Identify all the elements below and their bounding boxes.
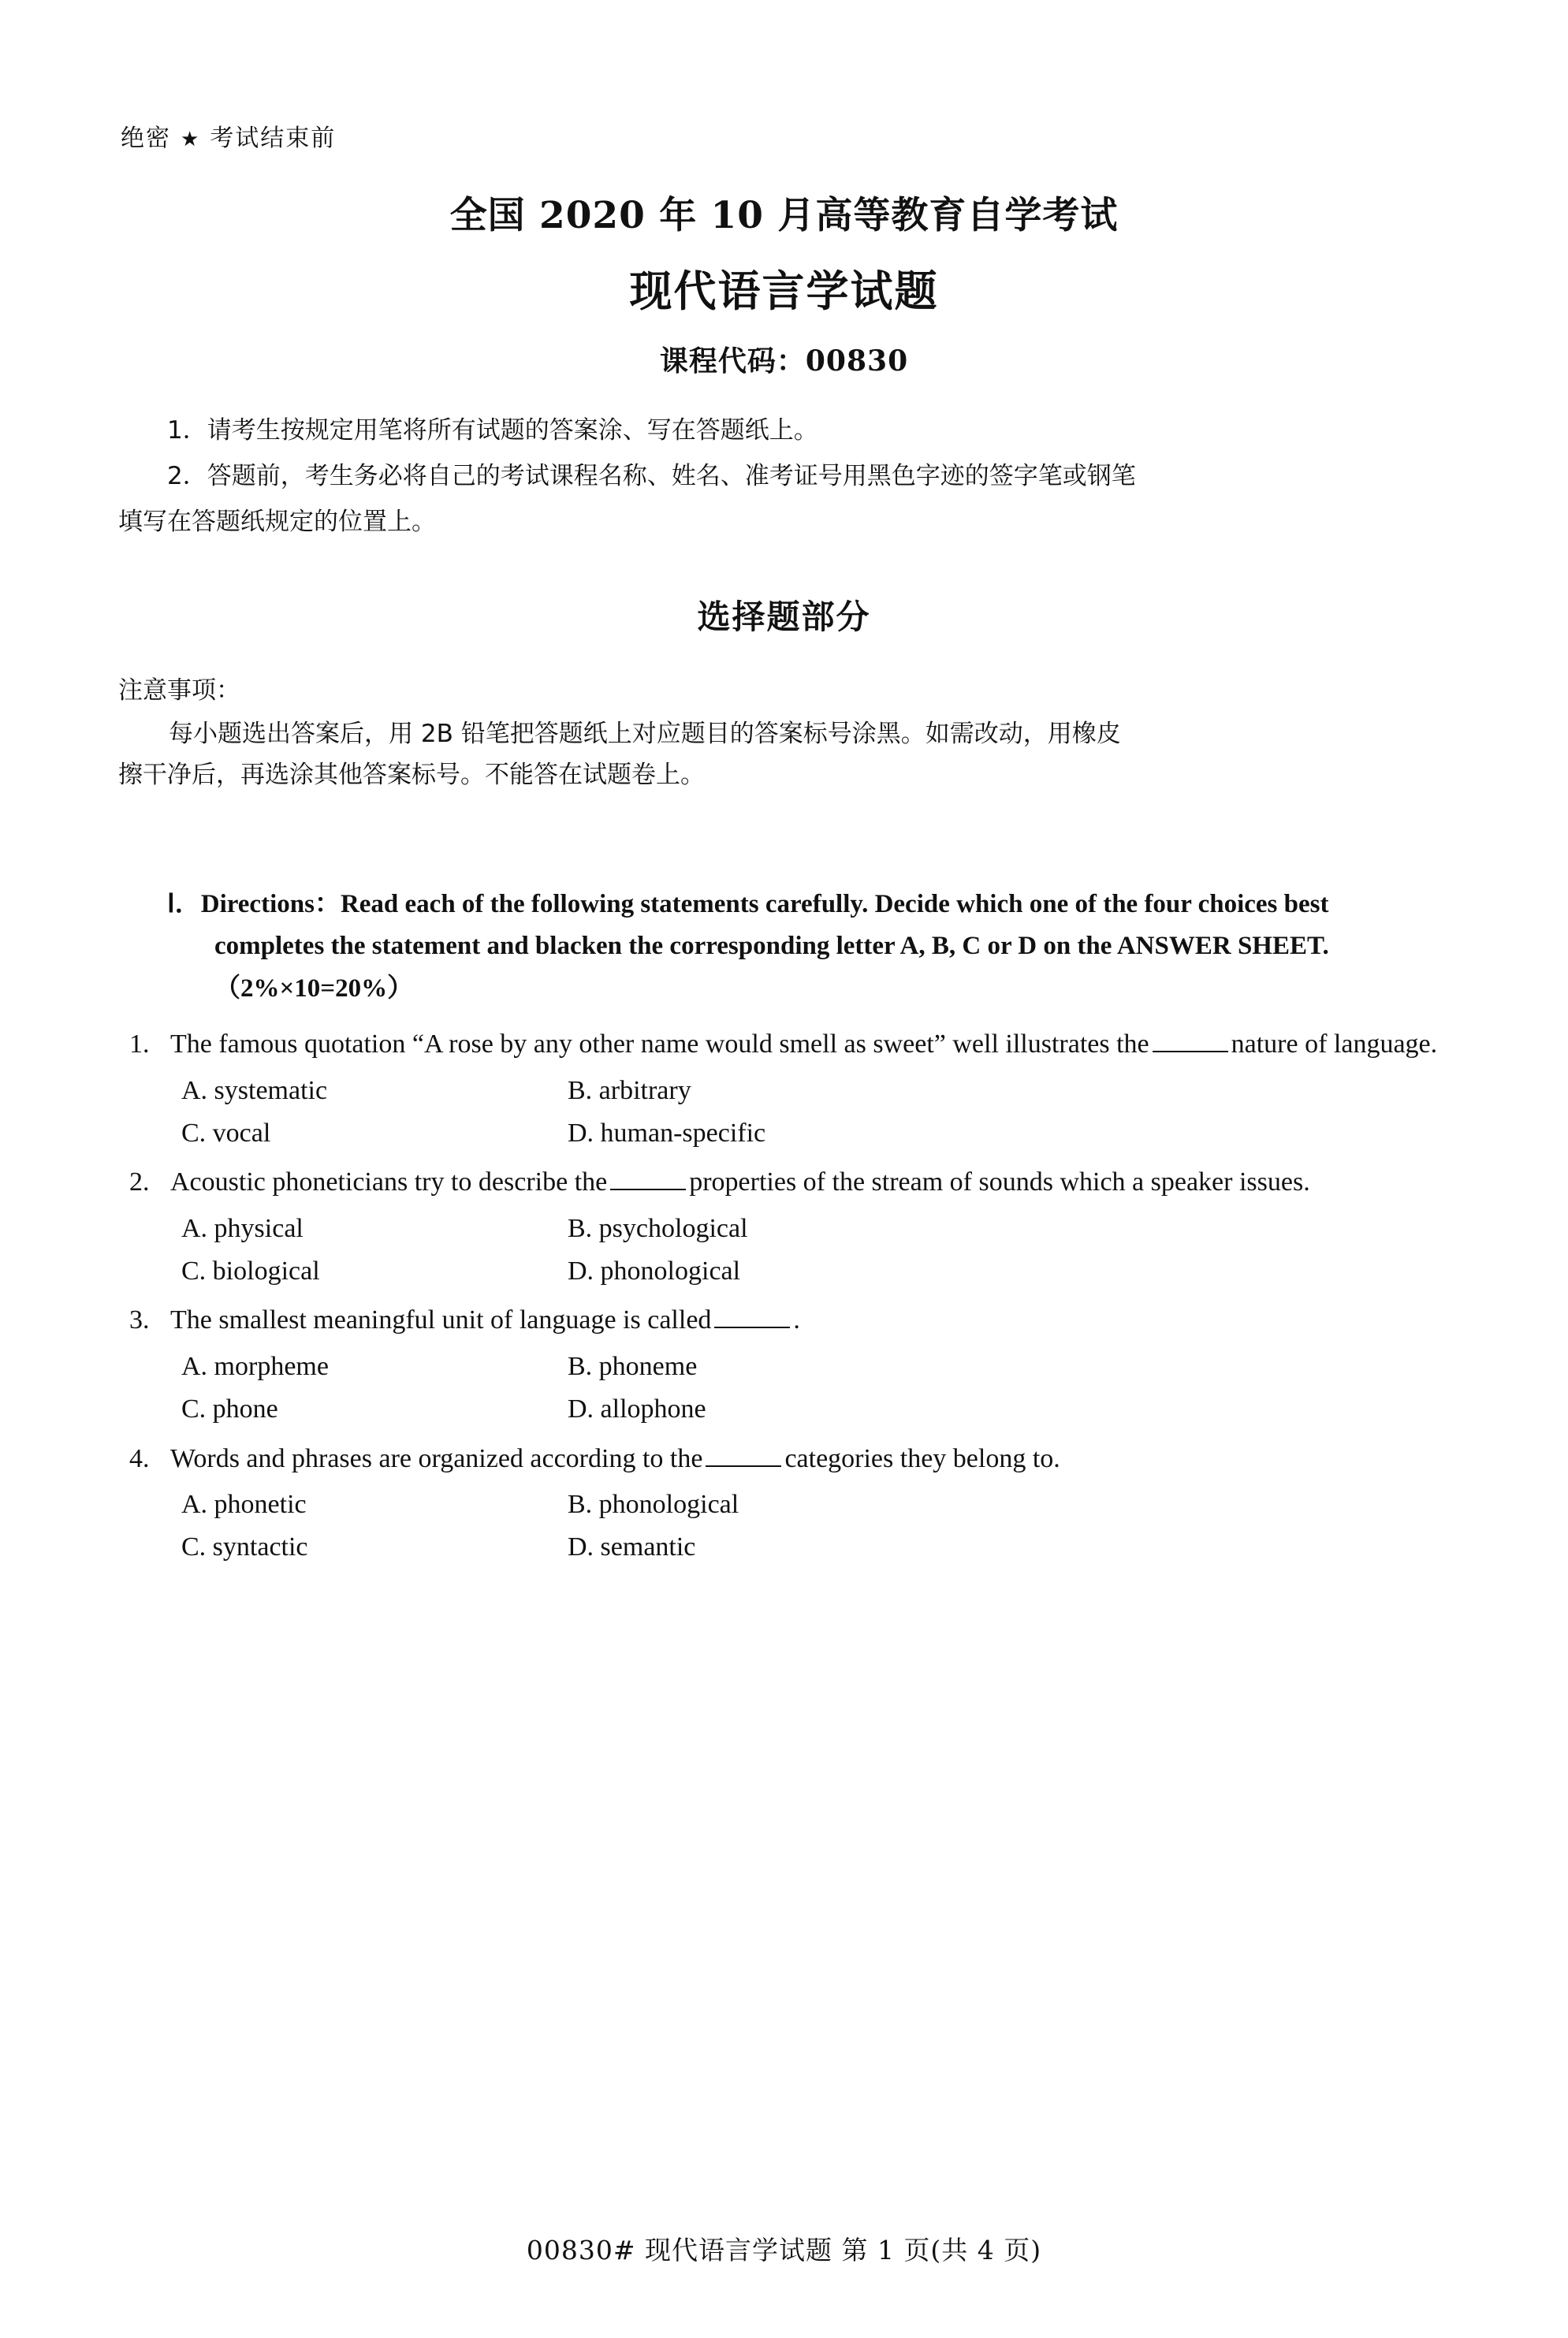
choice-b[interactable]: B. phoneme bbox=[568, 1352, 698, 1382]
question-item bbox=[118, 1300, 1450, 1430]
choice-c[interactable]: C. vocal bbox=[181, 1118, 271, 1148]
notes-label: 注意事项： bbox=[118, 676, 240, 705]
choice-a[interactable]: A. morpheme bbox=[181, 1352, 329, 1382]
directions-label: Directions： bbox=[200, 889, 341, 918]
answer-blank bbox=[714, 1303, 790, 1328]
instruction-item-1: 1．请考生按规定用笔将所有试题的答案涂、写在答题纸上。 bbox=[167, 416, 818, 445]
instruction-item-2-cont: 填写在答题纸规定的位置上。 bbox=[118, 508, 436, 537]
choice-b[interactable]: B. phonological bbox=[568, 1490, 739, 1520]
choice-a[interactable]: A. physical bbox=[181, 1213, 304, 1243]
choice-a[interactable]: A. systematic bbox=[181, 1075, 328, 1105]
question-stem-post: categories they belong to. bbox=[784, 1443, 1060, 1473]
question-number: 4. bbox=[129, 1443, 150, 1473]
question-item bbox=[118, 1024, 1450, 1154]
part-number: Ⅰ． bbox=[167, 889, 201, 918]
question-stem-pre: Words and phrases are organized according to the bbox=[170, 1443, 703, 1473]
choice-group bbox=[181, 1484, 1450, 1568]
course-code: 课程代码：00830 bbox=[659, 344, 909, 378]
choice-c[interactable]: C. biological bbox=[181, 1256, 320, 1286]
secrecy-label: 绝密 bbox=[121, 125, 171, 152]
paper-title: 现代语言学试题 bbox=[629, 266, 939, 316]
question-number: 1. bbox=[129, 1029, 150, 1059]
choice-group bbox=[181, 1070, 1450, 1154]
choice-a[interactable]: A. phonetic bbox=[181, 1490, 307, 1520]
question-stem-pre: The famous quotation “A rose by any other name would smell as sweet” well illustrates the bbox=[170, 1029, 1149, 1059]
question-stem-pre: The smallest meaningful unit of language is called bbox=[170, 1305, 712, 1335]
choice-c[interactable]: C. syntactic bbox=[181, 1532, 308, 1562]
secrecy-notice bbox=[121, 118, 1450, 153]
choice-group bbox=[181, 1346, 1450, 1430]
question-list bbox=[118, 1024, 1450, 1568]
answer-blank bbox=[610, 1165, 686, 1190]
choice-b[interactable]: B. psychological bbox=[568, 1213, 748, 1243]
question-stem-post: . bbox=[793, 1305, 800, 1335]
instruction-item-2: 2．答题前，考生务必将自己的考试课程名称、姓名、准考证号用黑色字迹的签字笔或钢笔 bbox=[167, 462, 1136, 491]
choice-d[interactable]: D. semantic bbox=[568, 1532, 696, 1562]
question-item bbox=[118, 1439, 1450, 1569]
choice-b[interactable]: B. arbitrary bbox=[568, 1075, 691, 1105]
question-stem-post: nature of language. bbox=[1231, 1029, 1438, 1059]
note-line-2: 擦干净后，再选涂其他答案标号。不能答在试题卷上。 bbox=[118, 760, 705, 789]
exam-title: 全国 2020 年 10 月高等教育自学考试 bbox=[449, 194, 1119, 237]
choice-d[interactable]: D. allophone bbox=[568, 1394, 706, 1424]
star-icon: ★ bbox=[181, 128, 201, 151]
question-number: 2. bbox=[129, 1167, 150, 1197]
question-stem-pre: Acoustic phoneticians try to describe the bbox=[170, 1167, 608, 1197]
question-item bbox=[118, 1162, 1450, 1292]
choice-c[interactable]: C. phone bbox=[181, 1394, 278, 1424]
question-number: 3. bbox=[129, 1305, 150, 1335]
choice-d[interactable]: D. phonological bbox=[568, 1256, 741, 1286]
note-line-1: 每小题选出答案后，用 2B 铅笔把答题纸上对应题目的答案标号涂黑。如需改动，用橡皮 bbox=[169, 719, 1121, 748]
answer-blank bbox=[1153, 1027, 1228, 1052]
general-instructions bbox=[118, 411, 1450, 542]
question-stem-post: properties of the stream of sounds which a speaker issues. bbox=[689, 1167, 1310, 1197]
answer-blank bbox=[706, 1442, 781, 1467]
choice-group bbox=[181, 1208, 1450, 1292]
notes-body bbox=[118, 713, 1450, 795]
choice-d[interactable]: D. human-specific bbox=[568, 1118, 766, 1148]
section-heading: 选择题部分 bbox=[697, 597, 871, 636]
directions-text: Read each of the following statements carefully. Decide which one of the four choices best completes the statement and blacken the corresponding letter A, B, C or D on the ANSWER SHEET.（2%×10=20%） bbox=[214, 889, 1329, 1003]
page-footer: 00830# 现代语言学试题 第 1 页(共 4 页) bbox=[526, 2235, 1042, 2265]
secrecy-note: 考试结束前 bbox=[210, 125, 337, 152]
part-directions bbox=[167, 884, 1434, 1010]
